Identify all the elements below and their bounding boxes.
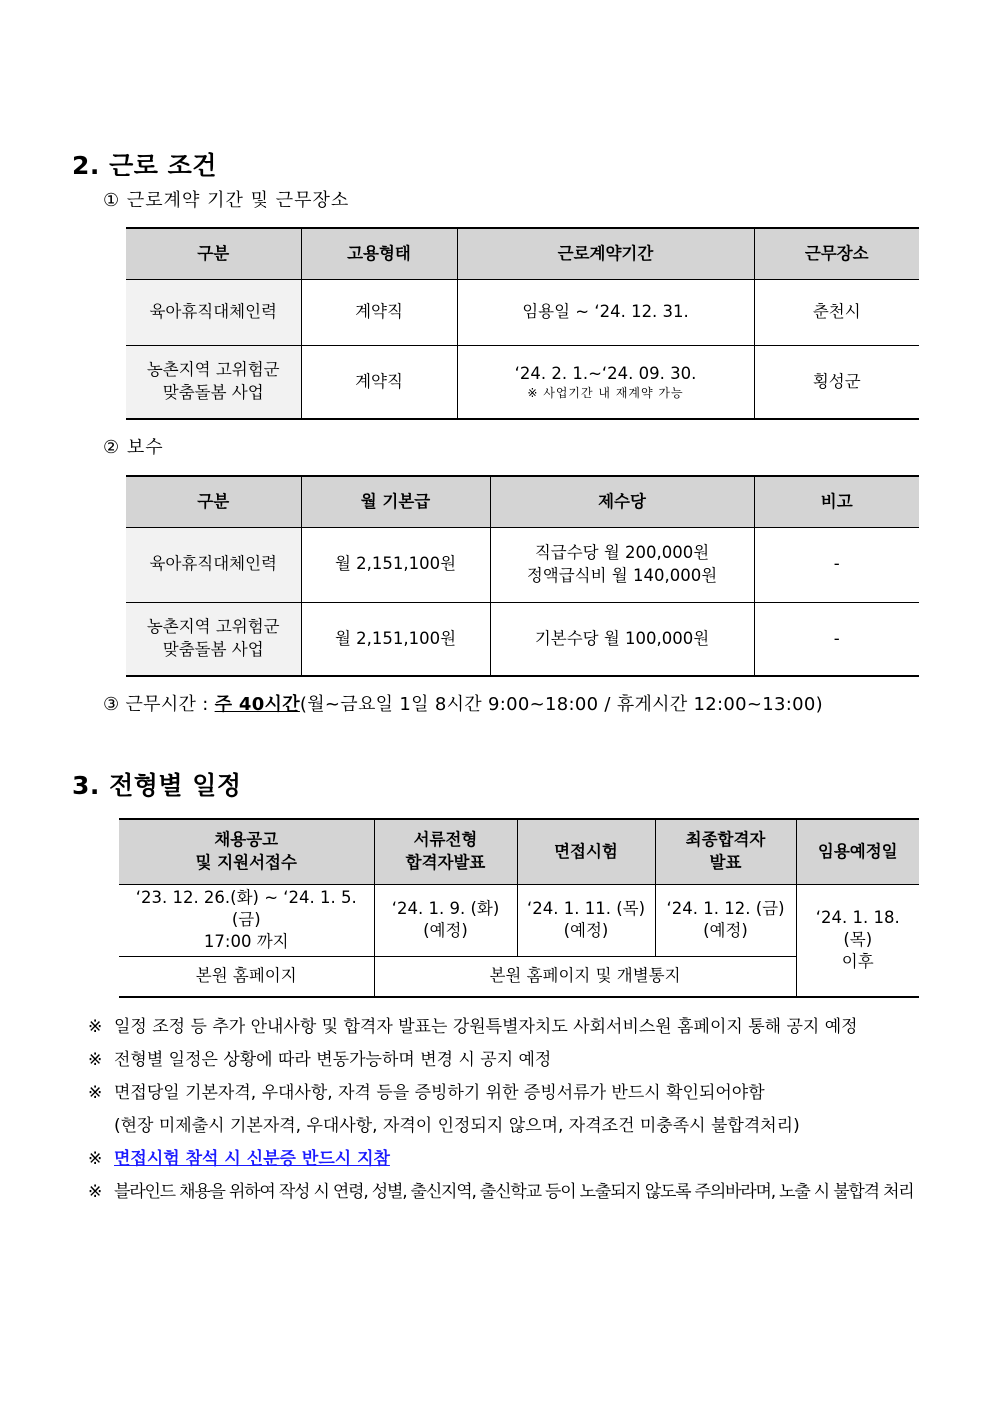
category-line-1: 농촌지역 고위험군 xyxy=(146,360,280,380)
header-appointment-date: 임용예정일 xyxy=(796,819,919,884)
work-hours-detail: (월~금요일 1일 8시간 9:00~18:00 / 휴게시간 12:00~13:00) xyxy=(299,694,824,715)
work-hours-weekly: 주 40시간 xyxy=(214,694,300,715)
list-item xyxy=(88,1077,928,1110)
category-line-2: 맞춤돌봄 사업 xyxy=(162,382,264,402)
header-announcement xyxy=(119,819,374,884)
list-item xyxy=(88,1176,928,1209)
section-2-title: 2. 근로 조건 xyxy=(72,151,217,180)
cell-line-2: (예정) xyxy=(703,921,748,940)
cell-period: 임용일 ~ ‘24. 12. 31. xyxy=(457,279,754,345)
header-line-1: 최종합격자 xyxy=(685,830,766,850)
cell-category: 육아휴직대체인력 xyxy=(126,279,301,345)
cell-line-1: ‘23. 12. 26.(화) ~ ‘24. 1. 5. (금) xyxy=(135,887,357,929)
cell-application-period xyxy=(119,884,374,956)
cell-line-2: 17:00 까지 xyxy=(203,932,289,952)
contract-header-row xyxy=(126,228,919,279)
cell-result-channel: 본원 홈페이지 및 개별통지 xyxy=(374,956,796,997)
notes-list xyxy=(88,1011,928,1209)
cell-allowances xyxy=(490,527,754,602)
category-line-2: 맞춤돌봄 사업 xyxy=(162,639,264,659)
note-mark: ※ xyxy=(88,1083,103,1103)
cell-type: 계약직 xyxy=(301,345,457,419)
table-row xyxy=(126,279,919,345)
cell-document-result-date xyxy=(374,884,517,956)
header-document-screening xyxy=(374,819,517,884)
period-note: ※ 사업기간 내 재계약 가능 xyxy=(527,385,684,400)
header-allowances: 제수당 xyxy=(490,476,754,527)
header-line-2: 발표 xyxy=(709,852,742,872)
list-item-continuation xyxy=(88,1110,928,1143)
header-line-2: 합격자발표 xyxy=(405,852,486,872)
note-mark: ※ xyxy=(88,1017,103,1037)
cell-line-2: (예정) xyxy=(423,921,468,940)
cell-remarks: - xyxy=(754,527,919,602)
cell-period xyxy=(457,345,754,419)
cell-line-1: ‘24. 1. 12. (금) xyxy=(666,898,785,918)
category-line-1: 농촌지역 고위험군 xyxy=(146,617,280,637)
note-mark: ※ xyxy=(88,1149,103,1169)
table-row xyxy=(126,602,919,676)
schedule-header-row xyxy=(119,819,919,884)
cell-remarks: - xyxy=(754,602,919,676)
note-text: 전형별 일정은 상황에 따라 변동가능하며 변경 시 공지 예정 xyxy=(114,1050,552,1070)
allowance-line-2: 정액급식비 월 140,000원 xyxy=(526,565,718,585)
subheading-contract: ① 근로계약 기간 및 근무장소 xyxy=(103,190,350,211)
contract-table xyxy=(126,227,919,420)
cell-line-2: 이후 xyxy=(841,952,874,972)
header-line-1: 채용공고 xyxy=(214,830,279,850)
header-base-pay: 월 기본급 xyxy=(301,476,490,527)
work-hours-prefix: ③ 근무시간 : xyxy=(103,694,215,715)
cell-base-pay: 월 2,151,100원 xyxy=(301,527,490,602)
table-row xyxy=(126,345,919,419)
note-text: 블라인드 채용을 위하여 작성 시 연령, 성별, 출신지역, 출신학교 등이 노출되지 않도록 주의바라며, 노출 시 불합격 처리 xyxy=(114,1182,914,1202)
note-text-highlight: 면접시험 참석 시 신분증 반드시 지참 xyxy=(114,1149,390,1169)
note-text: (현장 미제출시 기본자격, 우대사항, 자격이 인정되지 않으며, 자격조건 미충족시 불합격처리) xyxy=(114,1116,800,1136)
table-row xyxy=(119,884,919,956)
cell-category xyxy=(126,345,301,419)
cell-line-1: ‘24. 1. 18. (목) xyxy=(815,907,900,950)
cell-final-result-date xyxy=(655,884,796,956)
list-item xyxy=(88,1143,928,1176)
header-remarks: 비고 xyxy=(754,476,919,527)
header-category: 구분 xyxy=(126,228,301,279)
allowance-line-1: 직급수당 월 200,000원 xyxy=(534,543,710,563)
cell-type: 계약직 xyxy=(301,279,457,345)
list-item xyxy=(88,1011,928,1044)
cell-line-1: ‘24. 1. 11. (목) xyxy=(526,898,646,918)
header-contract-period: 근로계약기간 xyxy=(457,228,754,279)
table-row xyxy=(126,527,919,602)
subheading-pay: ② 보수 xyxy=(103,437,164,458)
header-workplace: 근무장소 xyxy=(754,228,919,279)
cell-place: 춘천시 xyxy=(754,279,919,345)
cell-appointment-date xyxy=(796,884,919,997)
cell-category: 육아휴직대체인력 xyxy=(126,527,301,602)
pay-header-row xyxy=(126,476,919,527)
header-category: 구분 xyxy=(126,476,301,527)
cell-allowances: 기본수당 월 100,000원 xyxy=(490,602,754,676)
list-item xyxy=(88,1044,928,1077)
cell-base-pay: 월 2,151,100원 xyxy=(301,602,490,676)
header-interview: 면접시험 xyxy=(517,819,655,884)
note-text: 일정 조정 등 추가 안내사항 및 합격자 발표는 강원특별자치도 사회서비스원 홈페이지 통해 공지 예정 xyxy=(114,1017,858,1037)
cell-line-2: (예정) xyxy=(563,921,609,940)
note-mark: ※ xyxy=(88,1182,102,1202)
period-text: ‘24. 2. 1.~‘24. 09. 30. xyxy=(514,363,697,383)
header-employment-type: 고용형태 xyxy=(301,228,457,279)
note-text: 면접당일 기본자격, 우대사항, 자격 등을 증빙하기 위한 증빙서류가 반드시 확인되어야함 xyxy=(114,1083,765,1103)
pay-table xyxy=(126,475,919,677)
header-line-1: 서류전형 xyxy=(413,830,478,850)
cell-category xyxy=(126,602,301,676)
cell-place: 횡성군 xyxy=(754,345,919,419)
cell-announcement-channel: 본원 홈페이지 xyxy=(119,956,374,997)
header-final-announcement xyxy=(655,819,796,884)
header-line-2: 및 지원서접수 xyxy=(195,852,297,872)
cell-line-1: ‘24. 1. 9. (화) xyxy=(391,898,500,918)
note-mark: ※ xyxy=(88,1050,103,1070)
subheading-work-hours xyxy=(103,690,823,716)
cell-interview-date xyxy=(517,884,655,956)
section-3-title: 3. 전형별 일정 xyxy=(72,771,242,800)
schedule-table xyxy=(119,818,919,998)
